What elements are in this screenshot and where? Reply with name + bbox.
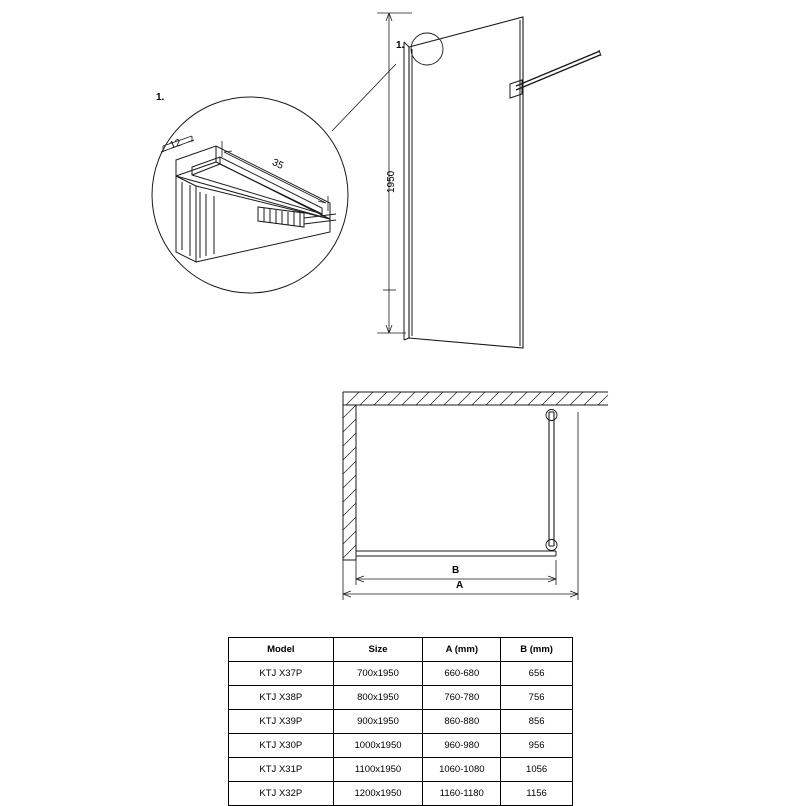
top-view-dimension-a xyxy=(343,412,578,600)
specification-table-wrapper xyxy=(228,637,573,806)
specification-table xyxy=(228,637,573,806)
cell-model: KTJ X31P xyxy=(229,758,334,782)
table-row xyxy=(229,758,573,782)
cell-b: 1056 xyxy=(501,758,573,782)
table-row xyxy=(229,662,573,686)
cell-b: 756 xyxy=(501,686,573,710)
cell-model: KTJ X37P xyxy=(229,662,334,686)
cell-b: 1156 xyxy=(501,782,573,806)
cell-b: 856 xyxy=(501,710,573,734)
cell-a: 860-880 xyxy=(423,710,501,734)
cell-a: 960-980 xyxy=(423,734,501,758)
front-view xyxy=(377,13,601,348)
cell-size: 800x1950 xyxy=(333,686,423,710)
cell-a: 660-680 xyxy=(423,662,501,686)
detail-marker-label: 1. xyxy=(156,92,165,103)
cell-size: 700x1950 xyxy=(333,662,423,686)
top-view-label-b: B xyxy=(452,565,460,576)
table-header-row xyxy=(229,638,573,662)
table-row xyxy=(229,734,573,758)
table-row xyxy=(229,710,573,734)
table-header-model: Model xyxy=(229,638,334,662)
front-view-height-label: 1950 xyxy=(386,170,397,193)
cell-size: 1200x1950 xyxy=(333,782,423,806)
cell-a: 760-780 xyxy=(423,686,501,710)
table-header-b: B (mm) xyxy=(501,638,573,662)
detail-callout-circle xyxy=(152,97,348,293)
cell-b: 956 xyxy=(501,734,573,758)
table-row xyxy=(229,686,573,710)
cell-model: KTJ X38P xyxy=(229,686,334,710)
top-view xyxy=(343,392,608,600)
detail-dim-35-label: 35 xyxy=(270,157,285,172)
cell-model: KTJ X30P xyxy=(229,734,334,758)
front-view-detail-marker-label: 1. xyxy=(396,40,405,51)
table-header-a: A (mm) xyxy=(423,638,501,662)
cell-size: 900x1950 xyxy=(333,710,423,734)
cell-size: 1100x1950 xyxy=(333,758,423,782)
detail-dim-12-label: 12 xyxy=(168,137,183,152)
cell-size: 1000x1950 xyxy=(333,734,423,758)
cell-b: 656 xyxy=(501,662,573,686)
cell-model: KTJ X32P xyxy=(229,782,334,806)
top-view-label-a: A xyxy=(456,580,464,591)
cell-a: 1160-1180 xyxy=(423,782,501,806)
cell-a: 1060-1080 xyxy=(423,758,501,782)
table-header-size: Size xyxy=(333,638,423,662)
detail-leader-line xyxy=(332,64,396,131)
cell-model: KTJ X39P xyxy=(229,710,334,734)
table-row xyxy=(229,782,573,806)
